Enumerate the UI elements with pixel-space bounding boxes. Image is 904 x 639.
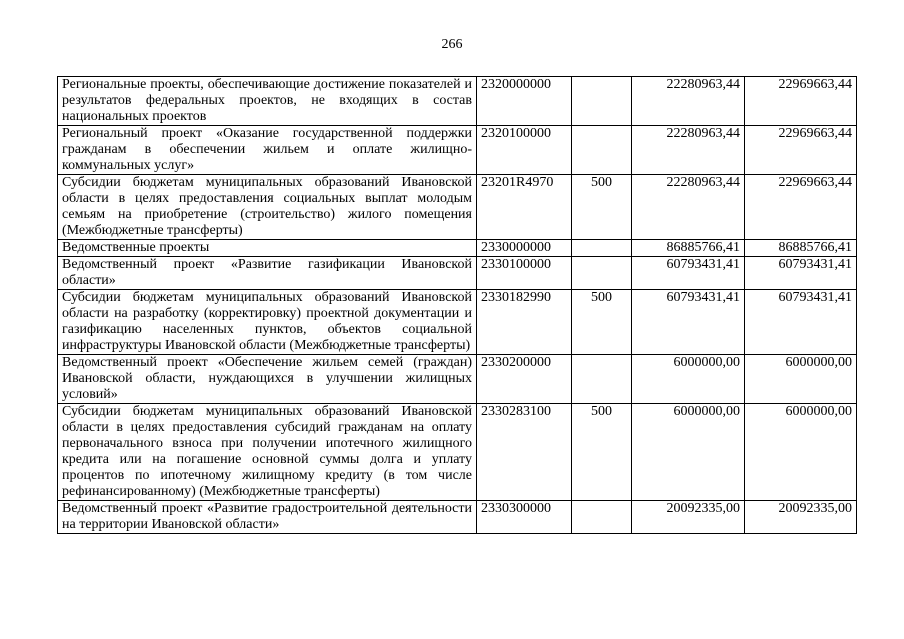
expense-type-cell	[572, 240, 632, 257]
expense-type-cell: 500	[572, 175, 632, 240]
amount-second-year-cell: 60793431,41	[745, 257, 857, 290]
amount-first-year-cell: 22280963,44	[632, 126, 745, 175]
budget-table	[57, 76, 857, 534]
expense-type-cell	[572, 77, 632, 126]
target-article-code-cell: 2330100000	[477, 257, 572, 290]
amount-second-year-cell: 20092335,00	[745, 501, 857, 534]
table-row	[58, 77, 857, 126]
budget-table-body	[58, 77, 857, 534]
row-name-cell: Ведомственный проект «Развитие градостроительной деятельности на территории Ивановской области»	[58, 501, 477, 534]
target-article-code-cell: 2330182990	[477, 290, 572, 355]
target-article-code-cell: 2320100000	[477, 126, 572, 175]
amount-first-year-cell: 22280963,44	[632, 77, 745, 126]
amount-first-year-cell: 60793431,41	[632, 290, 745, 355]
table-row	[58, 257, 857, 290]
amount-first-year-cell: 60793431,41	[632, 257, 745, 290]
row-name-cell: Ведомственный проект «Обеспечение жильем семей (граждан) Ивановской области, нуждающихся в улучшении жилищных условий»	[58, 355, 477, 404]
table-row	[58, 175, 857, 240]
table-row	[58, 290, 857, 355]
amount-first-year-cell: 6000000,00	[632, 404, 745, 501]
amount-first-year-cell: 22280963,44	[632, 175, 745, 240]
amount-first-year-cell: 86885766,41	[632, 240, 745, 257]
expense-type-cell	[572, 257, 632, 290]
amount-second-year-cell: 6000000,00	[745, 355, 857, 404]
amount-second-year-cell: 22969663,44	[745, 77, 857, 126]
expense-type-cell: 500	[572, 290, 632, 355]
expense-type-cell	[572, 501, 632, 534]
expense-type-cell	[572, 355, 632, 404]
target-article-code-cell: 2330283100	[477, 404, 572, 501]
amount-second-year-cell: 6000000,00	[745, 404, 857, 501]
table-row	[58, 240, 857, 257]
table-row	[58, 355, 857, 404]
amount-second-year-cell: 86885766,41	[745, 240, 857, 257]
target-article-code-cell: 2330200000	[477, 355, 572, 404]
target-article-code-cell: 2330300000	[477, 501, 572, 534]
target-article-code-cell: 23201R4970	[477, 175, 572, 240]
row-name-cell: Субсидии бюджетам муниципальных образований Ивановской области на разработку (корректировку) проектной документации и газификацию населенных пунктов, объектов социальной инфраструктуры Ивановской области (Межбюджетные трансферты)	[58, 290, 477, 355]
amount-first-year-cell: 6000000,00	[632, 355, 745, 404]
page-number: 266	[441, 37, 463, 52]
table-row	[58, 404, 857, 501]
row-name-cell: Региональный проект «Оказание государственной поддержки гражданам в обеспечении жильем и оплате жилищно-коммунальных услуг»	[58, 126, 477, 175]
target-article-code-cell: 2330000000	[477, 240, 572, 257]
table-row	[58, 126, 857, 175]
expense-type-cell: 500	[572, 404, 632, 501]
target-article-code-cell: 2320000000	[477, 77, 572, 126]
row-name-cell: Ведомственные проекты	[58, 240, 477, 257]
amount-second-year-cell: 22969663,44	[745, 175, 857, 240]
table-row	[58, 501, 857, 534]
row-name-cell: Субсидии бюджетам муниципальных образований Ивановской области в целях предоставления социальных выплат молодым семьям на приобретение (строительство) жилого помещения (Межбюджетные трансферты)	[58, 175, 477, 240]
row-name-cell: Субсидии бюджетам муниципальных образований Ивановской области в целях предоставления субсидий гражданам на оплату первоначального взноса при получении ипотечного жилищного кредита или на погашение основной суммы долга и уплату процентов по ипотечному жилищному кредиту (в том числе рефинансированному) (Межбюджетные трансферты)	[58, 404, 477, 501]
amount-second-year-cell: 60793431,41	[745, 290, 857, 355]
amount-first-year-cell: 20092335,00	[632, 501, 745, 534]
row-name-cell: Региональные проекты, обеспечивающие достижение показателей и результатов федеральных проектов, не входящих в состав национальных проектов	[58, 77, 477, 126]
amount-second-year-cell: 22969663,44	[745, 126, 857, 175]
expense-type-cell	[572, 126, 632, 175]
row-name-cell: Ведомственный проект «Развитие газификации Ивановской области»	[58, 257, 477, 290]
